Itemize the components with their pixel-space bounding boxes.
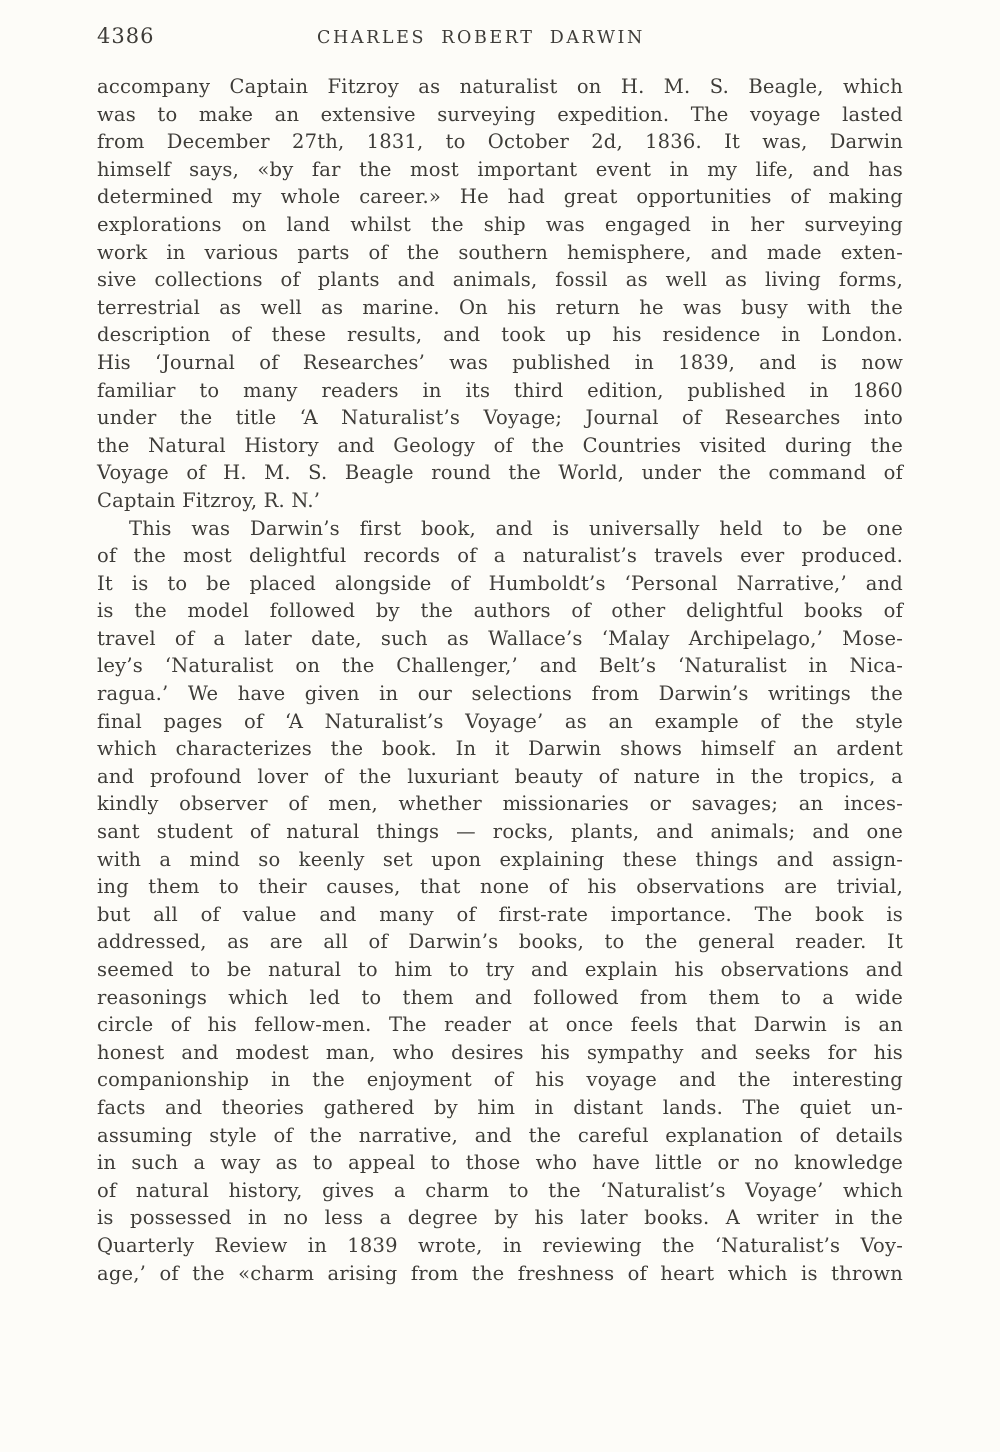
page-number: 4386 — [97, 24, 155, 48]
text-line: the Natural History and Geology of the Countries visited during the — [97, 433, 903, 457]
text-line: under the title ‘A Naturalist’s Voyage; Journal of Researches into — [97, 406, 903, 430]
text-line: of natural history, gives a charm to the ‘Naturalist’s Voyage’ which — [97, 1178, 903, 1202]
text-line: familiar to many readers in its third edition, published in 1860 — [97, 378, 903, 402]
text-line: description of these results, and took up his residence in London. — [97, 323, 903, 347]
text-line: circle of his fellow-men. The reader at once feels that Darwin is an — [97, 1013, 903, 1037]
text-line: determined my whole career.» He had great opportunities of making — [97, 185, 903, 209]
page-header — [97, 24, 903, 48]
running-title: CHARLES ROBERT DARWIN — [317, 28, 645, 48]
text-line: This was Darwin’s first book, and is universally held to be one — [129, 516, 903, 540]
text-line: work in various parts of the southern hemisphere, and made exten- — [97, 240, 903, 264]
text-line: sive collections of plants and animals, fossil as well as living forms, — [97, 268, 903, 292]
text-line: companionship in the enjoyment of his voyage and the interesting — [97, 1068, 903, 1092]
text-line: terrestrial as well as marine. On his return he was busy with the — [97, 295, 903, 319]
text-line: addressed, as are all of Darwin’s books, to the general reader. It — [97, 930, 903, 954]
text-line: seemed to be natural to him to try and explain his observations and — [97, 958, 903, 981]
text-line: assuming style of the narrative, and the careful explanation of details — [97, 1123, 903, 1147]
text-line: himself says, «by far the most important event in my life, and has — [97, 157, 903, 181]
text-line: accompany Captain Fitzroy as naturalist on H. M. S. Beagle, which — [97, 75, 903, 98]
text-line: is possessed in no less a degree by his later books. A writer in the — [97, 1206, 903, 1230]
text-line: of the most delightful records of a naturalist’s travels ever produced. — [97, 544, 903, 568]
text-line: with a mind so keenly set upon explaining these things and assign- — [97, 847, 903, 871]
text-line: and profound lover of the luxuriant beauty of nature in the tropics, a — [97, 764, 903, 788]
text-line: final pages of ‘A Naturalist’s Voyage’ as an example of the style — [97, 709, 903, 733]
text-line: His ‘Journal of Researches’ was published in 1839, and is now — [97, 350, 903, 374]
text-block — [97, 73, 903, 1287]
text-line: ing them to their causes, that none of his observations are trivial, — [97, 875, 903, 899]
text-line: is the model followed by the authors of other delightful books of — [97, 599, 903, 623]
text-line: It is to be placed alongside of Humboldt’s ‘Personal Narrative,’ and — [97, 571, 903, 595]
text-line: age,’ of the «charm arising from the freshness of heart which is thrown — [97, 1261, 903, 1285]
text-line: which characterizes the book. In it Darwin shows himself an ardent — [97, 737, 903, 761]
text-line: explorations on land whilst the ship was engaged in her surveying — [97, 212, 903, 236]
text-line: facts and theories gathered by him in distant lands. The quiet un- — [97, 1095, 903, 1119]
text-line: in such a way as to appeal to those who have little or no knowledge — [97, 1151, 903, 1175]
text-line: ley’s ‘Naturalist on the Challenger,’ and Belt’s ‘Naturalist in Nica- — [97, 654, 903, 678]
text-line: Voyage of H. M. S. Beagle round the World, under the command of — [97, 461, 903, 485]
text-line: sant student of natural things — rocks, plants, and animals; and one — [97, 820, 903, 844]
paragraph-2 — [97, 515, 903, 1288]
text-line: ragua.’ We have given in our selections from Darwin’s writings the — [97, 682, 903, 706]
text-line: Captain Fitzroy, R. N.’ — [97, 488, 321, 512]
paragraph-1 — [97, 73, 903, 515]
text-line: travel of a later date, such as Wallace’s ‘Malay Archipelago,’ Mose- — [97, 626, 903, 650]
text-line: honest and modest man, who desires his sympathy and seeks for his — [97, 1040, 903, 1064]
text-line: was to make an extensive surveying expedition. The voyage lasted — [97, 102, 903, 126]
text-line: from December 27th, 1831, to October 2d, 1836. It was, Darwin — [97, 130, 903, 154]
text-line: Quarterly Review in 1839 wrote, in reviewing the ‘Naturalist’s Voy- — [97, 1233, 903, 1257]
text-line: reasonings which led to them and followed from them to a wide — [97, 985, 903, 1009]
text-line: but all of value and many of first-rate importance. The book is — [97, 902, 903, 926]
text-line: kindly observer of men, whether missionaries or savages; an inces- — [97, 792, 903, 816]
